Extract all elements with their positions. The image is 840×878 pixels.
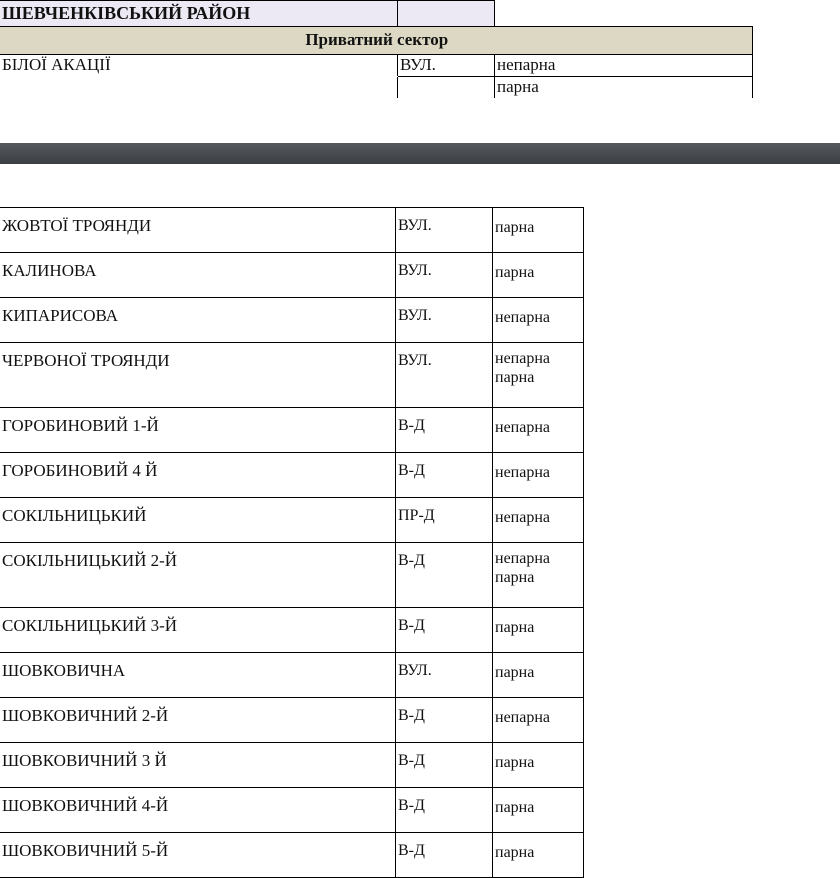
street-name: СОКІЛЬНИЦЬКИЙ 3-Й — [0, 608, 396, 653]
street-name: КАЛИНОВА — [0, 253, 396, 298]
street-parity — [493, 298, 584, 343]
street-type: ВУЛ. — [396, 653, 493, 698]
parity-value: парна — [495, 619, 535, 636]
street-type: В-Д — [396, 453, 493, 498]
parity-value: парна — [495, 264, 535, 281]
table-row — [0, 498, 584, 543]
street-type: В-Д — [396, 788, 493, 833]
street-type: В-Д — [396, 833, 493, 878]
street-parity — [493, 253, 584, 298]
table-row — [0, 408, 584, 453]
parity-value: непарна — [495, 350, 550, 367]
street-name: ЧЕРВОНОЇ ТРОЯНДИ — [0, 343, 396, 408]
street-parity — [493, 653, 584, 698]
sector-header: Приватний сектор — [0, 27, 752, 55]
parity-value: непарна — [495, 709, 550, 726]
street-parity: парна — [495, 77, 753, 99]
table-row — [0, 77, 752, 99]
parity-value: непарна — [495, 309, 550, 326]
streets-table — [0, 207, 584, 878]
parity-value: парна — [495, 569, 535, 586]
street-name: ГОРОБИНОВИЙ 4 Й — [0, 453, 396, 498]
street-name: ЖОВТОЇ ТРОЯНДИ — [0, 208, 396, 253]
street-type: ВУЛ. — [398, 55, 495, 77]
table-row — [0, 55, 752, 77]
table-row — [0, 608, 584, 653]
street-parity — [493, 208, 584, 253]
parity-value: непарна — [495, 464, 550, 481]
street-parity — [493, 543, 584, 608]
district-header-cell — [398, 1, 495, 27]
street-parity — [493, 343, 584, 408]
street-name: ШОВКОВИЧНА — [0, 653, 396, 698]
street-type: ВУЛ. — [396, 298, 493, 343]
street-name: КИПАРИСОВА — [0, 298, 396, 343]
parity-value: парна — [495, 799, 535, 816]
street-name — [0, 77, 398, 99]
parity-value: парна — [495, 844, 535, 861]
street-name: ШОВКОВИЧНИЙ 4-Й — [0, 788, 396, 833]
street-parity — [493, 833, 584, 878]
table-row — [0, 453, 584, 498]
street-type: В-Д — [396, 743, 493, 788]
street-parity — [493, 788, 584, 833]
table-row — [0, 788, 584, 833]
table-row — [0, 698, 584, 743]
table-row — [0, 253, 584, 298]
street-type: ПР-Д — [396, 498, 493, 543]
street-name: БІЛОЇ АКАЦІЇ — [0, 55, 398, 77]
table-row — [0, 298, 584, 343]
table-row — [0, 543, 584, 608]
parity-value: парна — [495, 754, 535, 771]
parity-value: парна — [495, 664, 535, 681]
street-parity — [493, 743, 584, 788]
table-row — [0, 743, 584, 788]
street-type: В-Д — [396, 543, 493, 608]
table-row — [0, 343, 584, 408]
top-table — [0, 0, 753, 98]
street-parity — [493, 498, 584, 543]
street-name: ГОРОБИНОВИЙ 1-Й — [0, 408, 396, 453]
street-type: ВУЛ. — [396, 343, 493, 408]
street-parity — [493, 408, 584, 453]
parity-value: непарна — [495, 509, 550, 526]
street-type: В-Д — [396, 698, 493, 743]
district-header: ШЕВЧЕНКІВСЬКИЙ РАЙОН — [0, 1, 398, 27]
street-parity — [493, 608, 584, 653]
street-name: СОКІЛЬНИЦЬКИЙ 2-Й — [0, 543, 396, 608]
street-name: ШОВКОВИЧНИЙ 2-Й — [0, 698, 396, 743]
street-type: ВУЛ. — [396, 253, 493, 298]
street-type — [398, 77, 495, 99]
table-row — [0, 208, 584, 253]
street-parity: непарна — [495, 55, 753, 77]
street-type: ВУЛ. — [396, 208, 493, 253]
page-separator — [0, 143, 840, 164]
street-name: ШОВКОВИЧНИЙ 5-Й — [0, 833, 396, 878]
parity-value: непарна — [495, 419, 550, 436]
street-name: СОКІЛЬНИЦЬКИЙ — [0, 498, 396, 543]
parity-value: парна — [495, 369, 535, 386]
street-type: В-Д — [396, 608, 493, 653]
parity-value: парна — [495, 219, 535, 236]
street-parity — [493, 453, 584, 498]
street-name: ШОВКОВИЧНИЙ 3 Й — [0, 743, 396, 788]
parity-value: непарна — [495, 550, 550, 567]
table-row — [0, 653, 584, 698]
street-type: В-Д — [396, 408, 493, 453]
street-parity — [493, 698, 584, 743]
empty-cell — [495, 1, 753, 27]
table-row — [0, 833, 584, 878]
